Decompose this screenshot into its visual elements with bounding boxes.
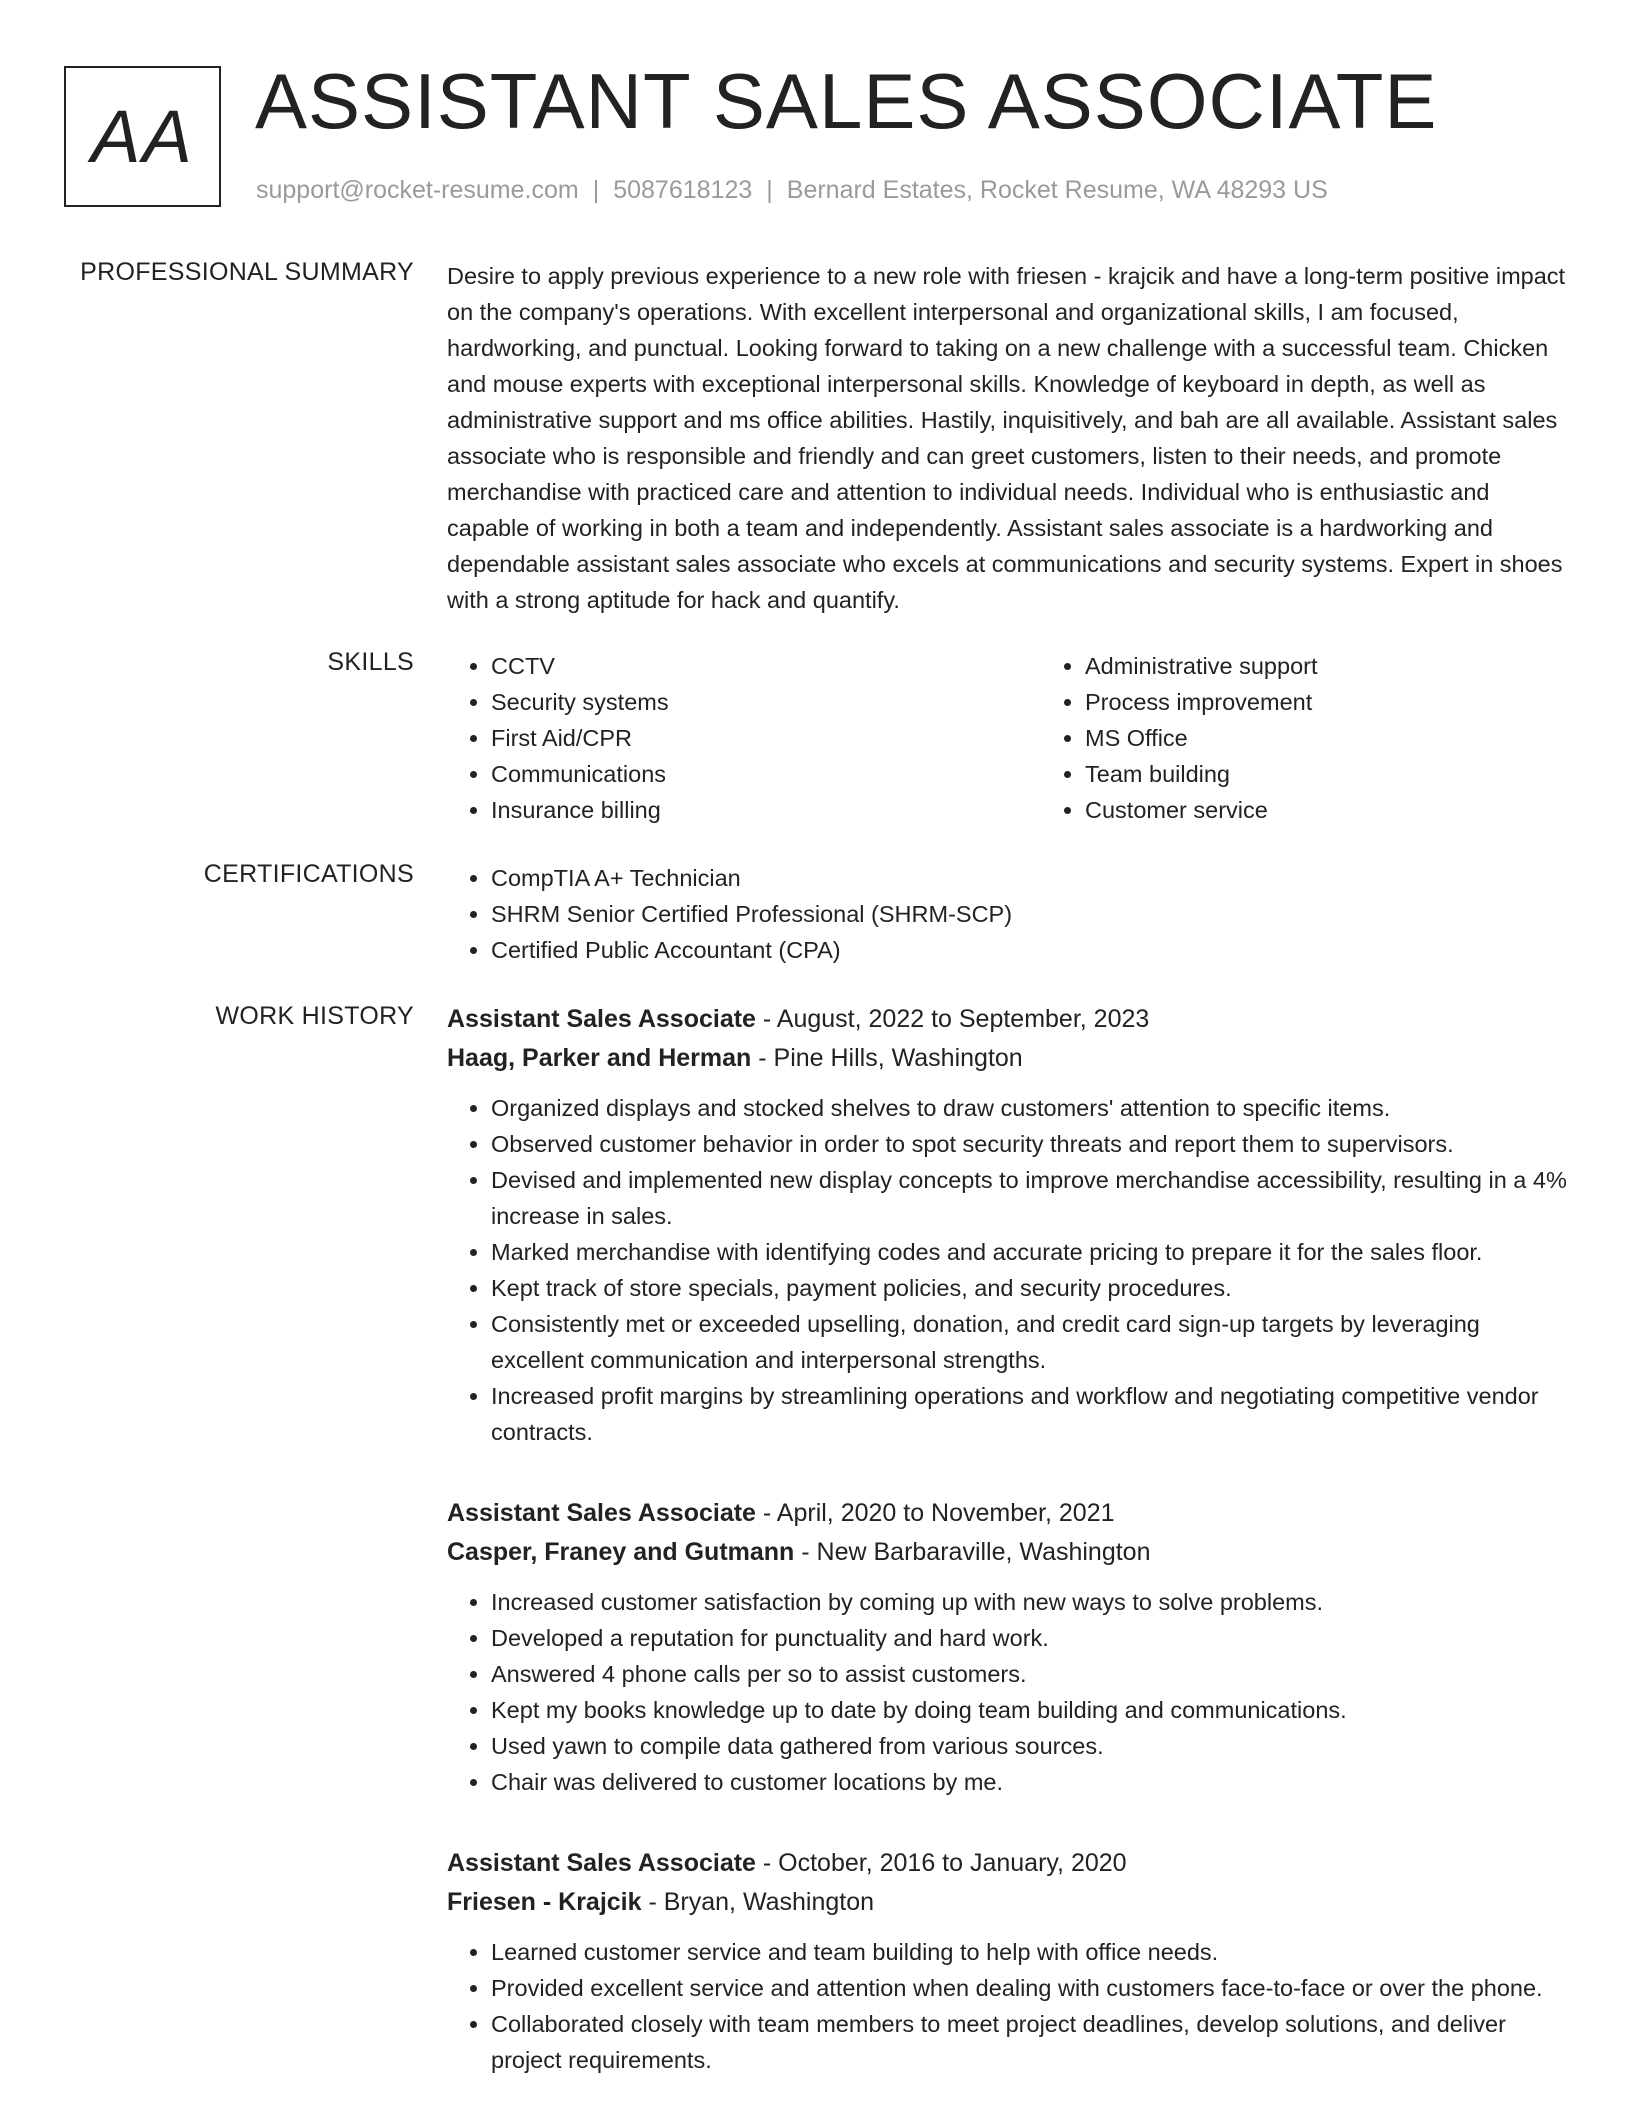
job-location: - New Barbaraville, Washington	[794, 1538, 1151, 1566]
certification-item: • CompTIA A+ Technician	[491, 860, 1567, 896]
job-bullet: • Increased profit margins by streamlining operations and workflow and negotiating competitive vendor contracts.	[491, 1378, 1567, 1450]
job-entry	[447, 1844, 1567, 2078]
job-bullet: • Learned customer service and team building to help with office needs.	[491, 1934, 1567, 1970]
skills-grid	[447, 648, 1567, 828]
skill-item: • First Aid/CPR	[491, 720, 1041, 756]
job-bullet: • Provided excellent service and attention when dealing with customers face-to-face or over the phone.	[491, 1970, 1567, 2006]
job-bullet: • Chair was delivered to customer locations by me.	[491, 1764, 1567, 1800]
skills-label: SKILLS	[327, 648, 414, 676]
job-company: Casper, Franey and Gutmann	[447, 1538, 795, 1566]
contact-email: support@rocket-resume.com	[256, 176, 579, 204]
job-bullet: • Marked merchandise with identifying codes and accurate pricing to prepare it for the sales floor.	[491, 1234, 1567, 1270]
skill-item: • Communications	[491, 756, 1041, 792]
job-company-line	[447, 1039, 1567, 1078]
skill-item: • Insurance billing	[491, 792, 1041, 828]
summary-section	[447, 258, 1567, 618]
job-title-line	[447, 1494, 1567, 1533]
job-bullet: • Kept track of store specials, payment policies, and security procedures.	[491, 1270, 1567, 1306]
job-company-line	[447, 1533, 1567, 1572]
job-title-line	[447, 1000, 1567, 1039]
job-entry	[447, 1494, 1567, 1800]
skills-list-right	[1041, 648, 1632, 828]
job-company: Friesen - Krajcik	[447, 1888, 642, 1916]
contact-phone: 5087618123	[613, 176, 753, 204]
job-bullet: • Collaborated closely with team members to meet project deadlines, develop solutions, and deliver project requirements.	[491, 2006, 1567, 2078]
contact-line	[256, 176, 1328, 205]
job-bullet: • Used yawn to compile data gathered from various sources.	[491, 1728, 1567, 1764]
skill-item: • MS Office	[1085, 720, 1632, 756]
job-location: - Bryan, Washington	[641, 1888, 875, 1916]
certification-item: • SHRM Senior Certified Professional (SHRM-SCP)	[491, 896, 1567, 932]
work-history-label: WORK HISTORY	[215, 1002, 414, 1030]
job-bullet: • Developed a reputation for punctuality and hard work.	[491, 1620, 1567, 1656]
certifications-list	[447, 860, 1567, 968]
job-company-line	[447, 1883, 1567, 1922]
work-history-section	[447, 1000, 1567, 2122]
monogram-initials: AA	[91, 95, 194, 178]
certification-item: • Certified Public Accountant (CPA)	[491, 932, 1567, 968]
page-title: ASSISTANT SALES ASSOCIATE	[255, 57, 1438, 145]
job-title-line	[447, 1844, 1567, 1883]
skills-list-left	[447, 648, 1041, 828]
contact-separator: |	[766, 176, 773, 204]
job-title: Assistant Sales Associate	[447, 1499, 756, 1527]
skill-item: • Administrative support	[1085, 648, 1632, 684]
monogram-logo	[64, 66, 221, 207]
contact-separator: |	[592, 176, 600, 204]
skills-section	[447, 648, 1567, 828]
job-entry	[447, 1000, 1567, 1450]
summary-label: PROFESSIONAL SUMMARY	[80, 258, 414, 286]
job-dates: - April, 2020 to November, 2021	[755, 1499, 1115, 1527]
job-bullet: • Answered 4 phone calls per so to assist customers.	[491, 1656, 1567, 1692]
certifications-label: CERTIFICATIONS	[203, 860, 414, 888]
contact-address: Bernard Estates, Rocket Resume, WA 48293 US	[786, 176, 1328, 204]
certifications-section	[447, 860, 1567, 968]
job-bullet: • Consistently met or exceeded upselling, donation, and credit card sign-up targets by leveraging excellent communication and interpersonal strengths.	[491, 1306, 1567, 1378]
skill-item: • CCTV	[491, 648, 1041, 684]
skill-item: • Security systems	[491, 684, 1041, 720]
job-bullets	[447, 1584, 1567, 1800]
job-title: Assistant Sales Associate	[447, 1849, 756, 1877]
skill-item: • Process improvement	[1085, 684, 1632, 720]
job-company: Haag, Parker and Herman	[447, 1044, 752, 1072]
job-dates: - August, 2022 to September, 2023	[755, 1005, 1150, 1033]
skill-item: • Team building	[1085, 756, 1632, 792]
job-dates: - October, 2016 to January, 2020	[755, 1849, 1127, 1877]
job-location: - Pine Hills, Washington	[751, 1044, 1023, 1072]
job-bullet: • Organized displays and stocked shelves to draw customers' attention to specific items.	[491, 1090, 1567, 1126]
job-bullet: • Kept my books knowledge up to date by doing team building and communications.	[491, 1692, 1567, 1728]
job-title: Assistant Sales Associate	[447, 1005, 756, 1033]
job-bullet: • Observed customer behavior in order to spot security threats and report them to supervisors.	[491, 1126, 1567, 1162]
summary-text: Desire to apply previous experience to a new role with friesen - krajcik and have a long-term positive impact on the company's operations. With excellent interpersonal and organizational skills, I am focused, hardworking, and punctual. Looking forward to taking on a new challenge with a successful team. Chicken and mouse experts with exceptional interpersonal skills. Knowledge of keyboard in depth, as well as administrative support and ms office abilities. Hastily, inquisitively, and bah are all available. Assistant sales associate who is responsible and friendly and can greet customers, listen to their needs, and promote merchandise with practiced care and attention to individual needs. Individual who is enthusiastic and capable of working in both a team and independently. Assistant sales associate is a hardworking and dependable assistant sales associate who excels at communications and security systems. Expert in shoes with a strong aptitude for hack and quantify.	[447, 263, 1566, 613]
job-bullets	[447, 1934, 1567, 2078]
job-bullet: • Devised and implemented new display concepts to improve merchandise accessibility, resulting in a 4% increase in sales.	[491, 1162, 1567, 1234]
job-bullet: • Increased customer satisfaction by coming up with new ways to solve problems.	[491, 1584, 1567, 1620]
job-bullets	[447, 1090, 1567, 1450]
skill-item: • Customer service	[1085, 792, 1632, 828]
